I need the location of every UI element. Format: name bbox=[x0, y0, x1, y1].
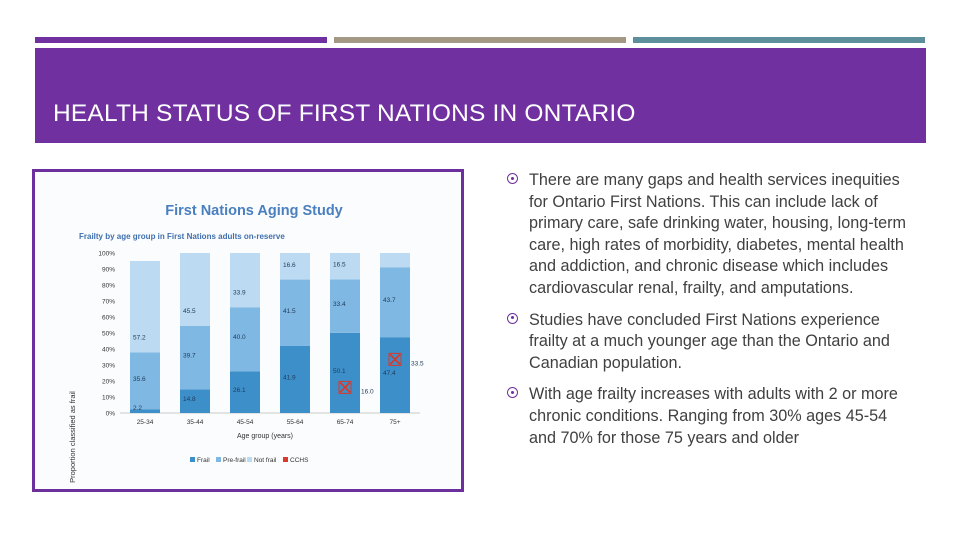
data-label-frail: 26.1 bbox=[233, 387, 246, 395]
bullet-text: With age frailty increases with adults with 2 or more chronic conditions. Ranging from 30% ages 45-54 and 70% for those 75 years and older bbox=[529, 385, 898, 447]
legend-swatch bbox=[283, 457, 288, 462]
y-tick-label: 10% bbox=[101, 394, 115, 402]
legend-label: Not frail bbox=[254, 457, 277, 464]
data-label-prefrail: 39.7 bbox=[183, 352, 196, 360]
x-tick-label: 75+ bbox=[389, 419, 401, 426]
y-tick-label: 40% bbox=[101, 346, 115, 354]
legend-label: Pre-frail bbox=[223, 457, 246, 464]
chart-title: First Nations Aging Study bbox=[165, 203, 343, 219]
bullet-text: There are many gaps and health services inequities for Ontario First Nations. This can include lack of primary care, safe drinking water, housing, long-term care, high rates of morbidity, diabetes, mental health and addiction, and chronic disease which includes cardiovascular renal, frailty, and amputations. bbox=[529, 171, 906, 297]
y-tick-label: 30% bbox=[101, 362, 115, 370]
legend-swatch bbox=[190, 457, 195, 462]
cchs-label: 33.5 bbox=[411, 360, 424, 368]
data-label-notfrail: 33.9 bbox=[233, 289, 246, 297]
data-label-prefrail: 35.6 bbox=[133, 376, 146, 383]
bullet-list bbox=[507, 170, 907, 459]
data-label-notfrail: 16.5 bbox=[333, 261, 346, 269]
data-label-prefrail: 40.0 bbox=[233, 334, 246, 342]
title-banner bbox=[35, 48, 926, 143]
data-label-frail: 50.1 bbox=[333, 367, 346, 375]
x-tick-label: 55-64 bbox=[286, 419, 304, 426]
x-tick-label: 25-34 bbox=[136, 419, 154, 426]
x-tick-label: 35-44 bbox=[186, 419, 204, 426]
bullet-icon bbox=[507, 173, 518, 184]
accent-bar-tan bbox=[334, 37, 626, 43]
bullet-icon bbox=[507, 387, 518, 398]
bullet-item-2 bbox=[507, 310, 907, 375]
y-tick-label: 100% bbox=[98, 250, 115, 258]
y-tick-label: 70% bbox=[101, 298, 115, 306]
accent-bar-purple bbox=[35, 37, 327, 43]
cchs-label: 16.0 bbox=[361, 388, 374, 396]
data-label-prefrail: 33.4 bbox=[333, 301, 346, 309]
data-label-notfrail: 16.6 bbox=[283, 261, 296, 269]
data-label-prefrail: 43.7 bbox=[383, 297, 396, 305]
x-tick-label: 45-54 bbox=[236, 419, 254, 426]
y-tick-label: 60% bbox=[101, 314, 115, 322]
data-label-frail: 2.2 bbox=[133, 404, 143, 412]
chart-x-label: Age group (years) bbox=[236, 433, 294, 440]
frailty-chart bbox=[35, 172, 461, 489]
y-tick-label: 50% bbox=[101, 330, 115, 338]
bar-not-frail bbox=[380, 253, 410, 267]
chart-figure bbox=[32, 169, 464, 492]
y-tick-label: 90% bbox=[101, 266, 115, 274]
data-label-notfrail: 45.5 bbox=[183, 308, 196, 315]
bullet-icon bbox=[507, 313, 518, 324]
y-tick-label: 80% bbox=[101, 282, 115, 290]
bullet-item-3 bbox=[507, 384, 907, 449]
legend-label: CCHS bbox=[290, 457, 309, 464]
bar-not-frail bbox=[230, 253, 260, 307]
data-label-notfrail: 57.2 bbox=[133, 334, 146, 342]
legend-swatch bbox=[216, 457, 221, 462]
chart-subtitle: Frailty by age group in First Nations adults on-reserve bbox=[79, 232, 285, 241]
chart-y-label: Proportion classified as frail bbox=[68, 391, 77, 483]
bullet-item-1 bbox=[507, 170, 907, 300]
x-tick-label: 65-74 bbox=[336, 419, 354, 426]
data-label-frail: 47.4 bbox=[383, 370, 396, 378]
y-tick-label: 0% bbox=[105, 410, 115, 418]
data-label-frail: 14.8 bbox=[183, 396, 196, 404]
legend-label: Frail bbox=[197, 457, 210, 464]
accent-bar-teal bbox=[633, 37, 925, 43]
y-tick-label: 20% bbox=[101, 378, 115, 386]
bullet-text: Studies have concluded First Nations experience frailty at a much younger age than the Ontario and Canadian population. bbox=[529, 310, 890, 372]
data-label-frail: 41.9 bbox=[283, 374, 296, 382]
legend-swatch bbox=[247, 457, 252, 462]
data-label-prefrail: 41.5 bbox=[283, 307, 296, 315]
slide-title: HEALTH STATUS OF FIRST NATIONS IN ONTARIO bbox=[53, 100, 636, 127]
